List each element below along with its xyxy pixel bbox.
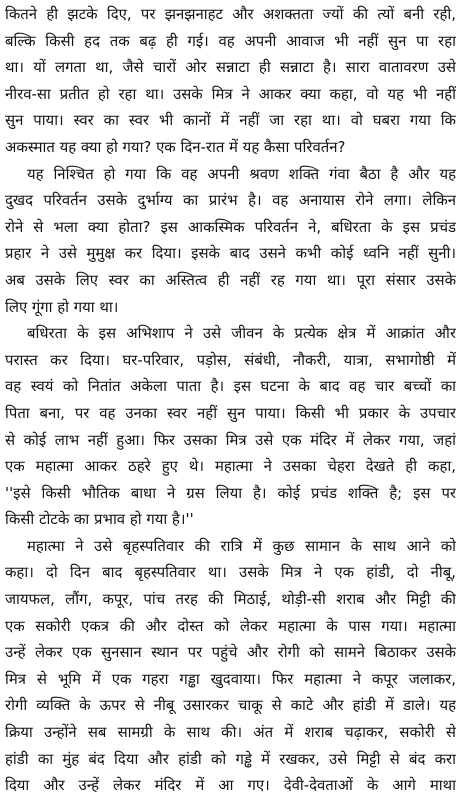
- text-line: अब उसके लिए स्वर का अस्तित्व ही नहीं रह गया था। पूरा संसार उसके: [5, 270, 456, 289]
- text-line: प्रहार ने उसे मुमुक्ष कर दिया। इसके बाद उसने कभी कोई ध्वनि नहीं सुनी।: [5, 244, 456, 263]
- text-line: परास्त कर दिया। घर-परिवार, पड़ोस, संबंधी, नौकरी, यात्रा, सभागोष्ठी में: [5, 350, 456, 369]
- text-line: अकस्मात यह क्या हो गया? एक दिन-रात में यह कैसा परिवर्तन?: [5, 137, 346, 156]
- text-line: मित्र से भूमि में एक गहरा गड्ढा खुदवाया। फिर महात्मा ने कपूर जलाकर,: [5, 669, 456, 688]
- text-line: कितने ही झटके दिए, पर झनझनाहट और अशक्तता ज्यों की त्यों बनी रही,: [5, 5, 456, 23]
- text-line: बल्कि किसी हद तक बढ़ ही गई। वह अपनी आवाज भी नहीं सुन पा रहा: [5, 31, 456, 50]
- text-line: लिए गूंगा हो गया था।: [5, 297, 119, 316]
- text-line: जायफल, लौंग, कपूर, पांच तरह की मिठाई, थोड़ी-सी शराब और मिट्टी की: [5, 590, 456, 609]
- text-line: से कोई लाभ नहीं हुआ। फिर उसका मित्र उसे एक मंदिर में लेकर गया, जहां: [5, 430, 456, 449]
- text-line: रोने से भला क्या होता? इस आकस्मिक परिवर्तन ने, बधिरता के इस प्रचंड: [5, 217, 456, 236]
- text-line: बधिरता के इस अभिशाप ने उसे जीवन के प्रत्येक क्षेत्र में आक्रांत और: [27, 324, 456, 343]
- text-line: दिया और उन्हें लेकर मंदिर में आ गए। देवी-देवताओं के आगे माथा: [5, 776, 456, 795]
- text-line: दुखद परिवर्तन उसके दुर्भाग्य का प्रारंभ है। वह अनायास रोने लगा। लेकिन: [5, 191, 456, 210]
- text-line: नीरव-सा प्रतीत हो रहा था। उसके मित्र ने आकर क्या कहा, वो यह भी नहीं: [5, 84, 456, 103]
- text-line: सुन पाया। स्वर का स्वर भी कानों में नहीं जा रहा था। वो घबरा गया कि: [5, 111, 456, 130]
- text-line: वह स्वयं को नितांत अकेला पाता है। इस घटना के बाद वह चार बच्चों का: [5, 377, 456, 396]
- text-line: था। यों लगता था, जैसे चारों ओर सन्नाटा ही सन्नाटा है। सारा वातावरण उसे: [5, 58, 456, 77]
- text-line: पिता बना, पर वह उनका स्वर नहीं सुन पाया। किसी भी प्रकार के उपचार: [5, 403, 456, 422]
- text-line: किसी टोटके का प्रभाव हो गया है।'': [5, 510, 194, 529]
- text-line: रोगी व्यक्ति के ऊपर से नीबू उसारकर चाकू से काटे और हांडी में डाले। यह: [5, 696, 456, 715]
- text-line: एक सकोरी एकत्र की और दोस्त को लेकर महात्मा के पास गया। महात्मा: [5, 616, 456, 635]
- text-line: महात्मा ने उसे बृहस्पतिवार की रात्रि में कुछ सामान के साथ आने को: [27, 536, 456, 555]
- text-line: एक महात्मा आकर ठहरे हुए थे। महात्मा ने उसका चेहरा देखते ही कहा,: [5, 457, 456, 476]
- text-line: ''इसे किसी भौतिक बाधा ने ग्रस लिया है। कोई प्रचंड शक्ति है; इस पर: [5, 483, 456, 502]
- text-line: उन्हें लेकर एक सुनसान स्थान पर पहुंचे और रोगी को सामने बिठाकर उसके: [5, 643, 456, 662]
- text-line: क्रिया उन्होंने सब सामग्री के साथ की। अंत में शराब चढ़ाकर, सकोरी से: [5, 723, 456, 742]
- text-line: कहा। दो दिन बाद बृहस्पतिवार था। उसके मित्र ने एक हांडी, दो नीबू,: [5, 563, 456, 582]
- text-line: हांडी का मुंह बंद दिया और हांडी को गड्ढे में रखकर, उसे मिट्टी से बंद करा: [5, 749, 456, 768]
- text-line: यह निश्चित हो गया कि वह अपनी श्रवण शक्ति गंवा बैठा है और यह: [27, 164, 456, 183]
